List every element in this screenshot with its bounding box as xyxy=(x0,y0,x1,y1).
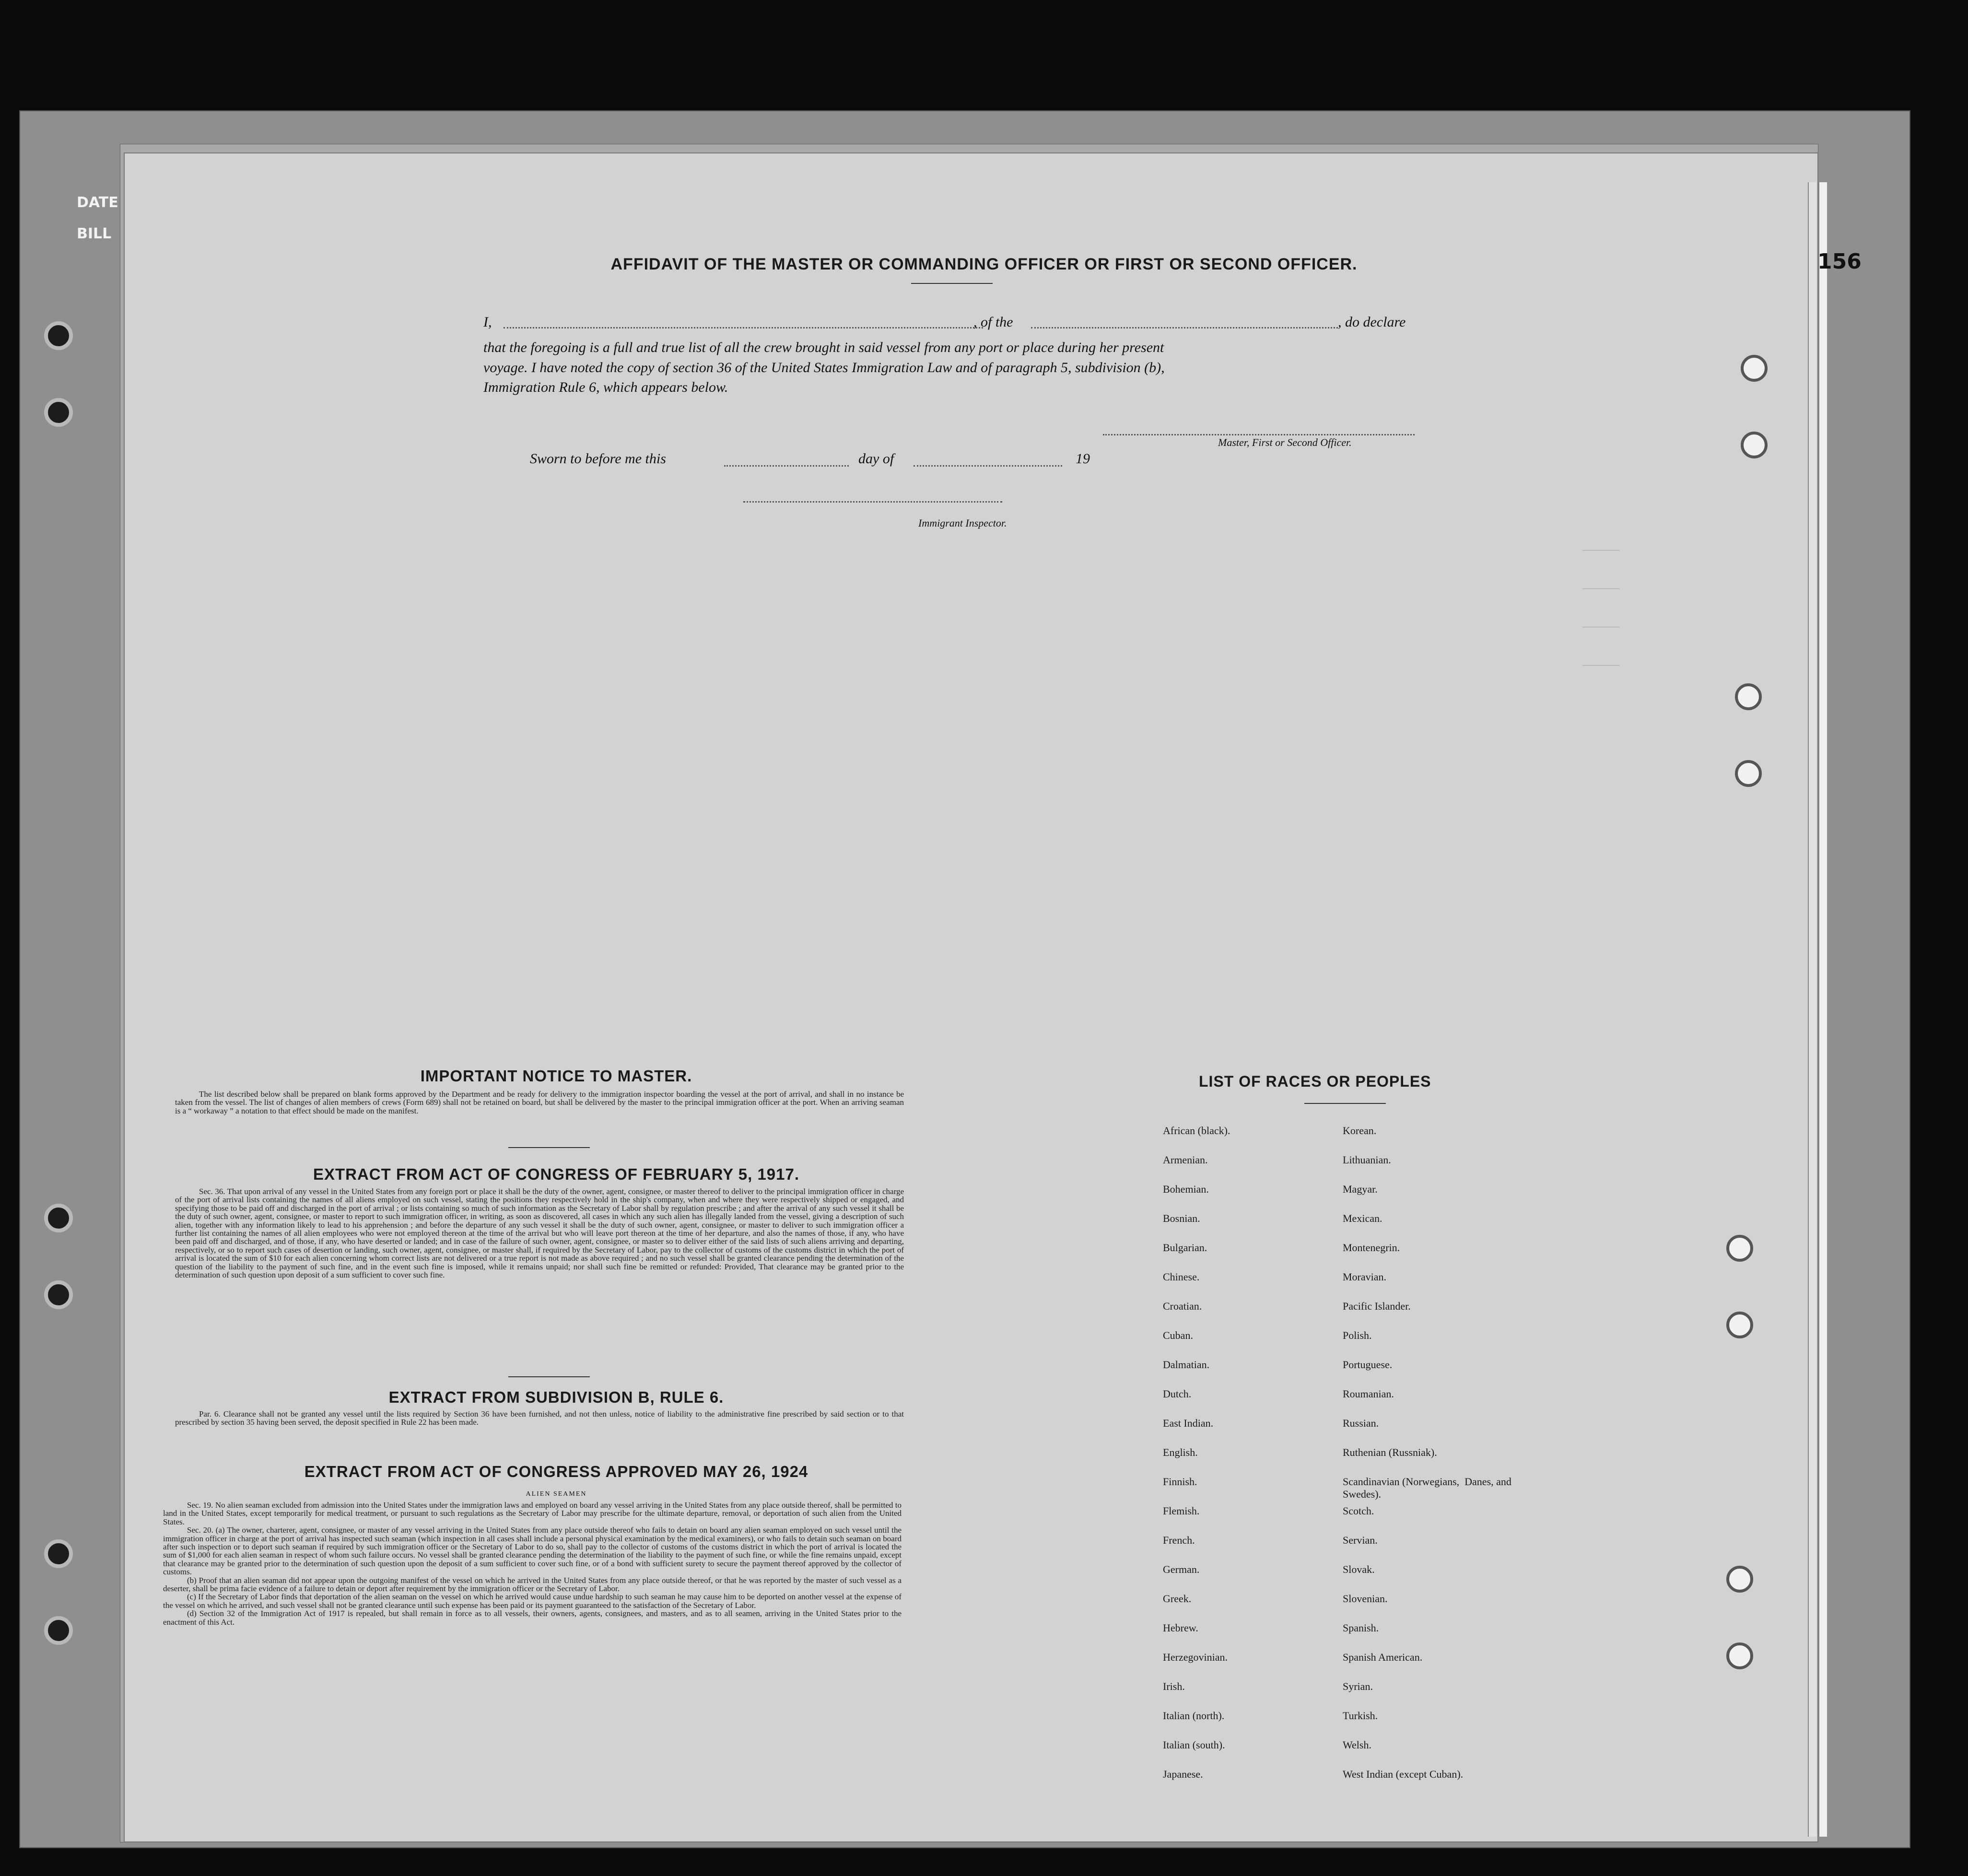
race-item: Italian (north). xyxy=(1163,1710,1225,1722)
month-blank[interactable] xyxy=(914,465,1062,467)
punch-hole xyxy=(1741,355,1768,382)
page-edge xyxy=(1818,182,1827,1837)
extract-1924-text xyxy=(163,1501,902,1626)
year-label: 19 xyxy=(1076,451,1090,467)
extract-1924-sec19: Sec. 19. No alien seaman excluded from admission into the United States under the immigration laws and employed on board any vessel arriving in the United States from any place outside thereof, shall be permitted to land in the United States, except temporarily for medical treatment, or pursuant to such regulations as the Secretary of Labor may prescribe for the ultimate departure, removal, or deportation of such alien from the United States. xyxy=(163,1501,902,1526)
race-item: Chinese. xyxy=(1163,1271,1200,1283)
races-title: LIST OF RACES OR PEOPLES xyxy=(1199,1073,1431,1090)
race-item: Dalmatian. xyxy=(1163,1359,1210,1371)
inspector-label: Immigrant Inspector. xyxy=(918,517,1007,529)
extract-1924-subtitle: ALIEN SEAMEN xyxy=(526,1490,587,1498)
sworn-label: Sworn to before me this xyxy=(530,451,666,467)
race-item: Korean. xyxy=(1343,1125,1377,1137)
race-item: Irish. xyxy=(1163,1680,1185,1692)
declaration-declare: , do declare xyxy=(1338,314,1406,330)
race-item: Welsh. xyxy=(1343,1739,1371,1751)
divider xyxy=(508,1376,590,1377)
race-item: Polish. xyxy=(1343,1329,1372,1341)
binder-hole xyxy=(44,1539,73,1568)
notice-paragraph: The list described below shall be prepared on blank forms approved by the Department and be ready for delivery to the immigration inspector boarding the vessel at the port of arrival, and shall in no instance be taken from the vessel. The list of changes of alien members of crews (Form 689) shall not be retained on board, but shall be delivered by the master to the principal immigration officer at the port. When an arriving seaman is a “ workaway ” a notation to that effect should be made on the manifest. xyxy=(175,1090,904,1115)
race-item: Roumanian. xyxy=(1343,1388,1394,1400)
race-item: Turkish. xyxy=(1343,1710,1378,1722)
extract-1917-text xyxy=(175,1187,904,1279)
race-item: Bulgarian. xyxy=(1163,1242,1207,1254)
race-item: Syrian. xyxy=(1343,1680,1373,1692)
declaration-line-4: Immigration Rule 6, which appears below. xyxy=(483,379,728,395)
race-item: Scandinavian (Norwegians, Danes, and Swedes). xyxy=(1343,1476,1511,1500)
race-item: Portuguese. xyxy=(1343,1359,1393,1371)
signature-blank[interactable] xyxy=(1103,434,1415,435)
edge-label-bill: BILL xyxy=(77,225,112,242)
day-of-label: day of xyxy=(858,451,894,467)
race-item: Ruthenian (Russniak). xyxy=(1343,1446,1437,1458)
punch-hole xyxy=(1726,1642,1753,1669)
race-item: Hebrew. xyxy=(1163,1622,1198,1634)
declaration-i: I, xyxy=(483,314,492,330)
show-through-text: ——— xyxy=(1582,542,1620,556)
notice-text xyxy=(175,1090,904,1115)
punch-hole xyxy=(1726,1235,1753,1262)
divider xyxy=(1304,1103,1386,1104)
declaration-line-2: that the foregoing is a full and true list of all the crew brought in said vessel from any port or place during her present xyxy=(483,340,1164,355)
race-item: Servian. xyxy=(1343,1534,1378,1546)
race-item: Herzegovinian. xyxy=(1163,1651,1228,1663)
race-item: Scotch. xyxy=(1343,1505,1374,1517)
race-item: Japanese. xyxy=(1163,1768,1203,1780)
race-item: French. xyxy=(1163,1534,1195,1546)
race-item: Greek. xyxy=(1163,1593,1192,1605)
binder-hole xyxy=(44,1616,73,1645)
race-item: Spanish American. xyxy=(1343,1651,1423,1663)
race-item: Slovak. xyxy=(1343,1563,1375,1575)
show-through-text: ——— xyxy=(1582,580,1620,595)
extract-1917-title: EXTRACT FROM ACT OF CONGRESS OF FEBRUARY 5, 1917. xyxy=(313,1165,800,1183)
inspector-blank[interactable] xyxy=(743,501,1002,503)
affidavit-title: AFFIDAVIT OF THE MASTER OR COMMANDING OFFICER OR FIRST OR SECOND OFFICER. xyxy=(610,255,1358,273)
race-item: Bohemian. xyxy=(1163,1183,1209,1195)
extract-rule6-text xyxy=(175,1410,904,1427)
binder-hole xyxy=(44,398,73,427)
binder-hole xyxy=(44,1204,73,1232)
binder-hole xyxy=(44,321,73,350)
declaration-line-3: voyage. I have noted the copy of section 36 of the United States Immigration Law and of paragraph 5, subdivision (b), xyxy=(483,360,1165,375)
show-through-text: ——— xyxy=(1582,619,1620,633)
race-item: Armenian. xyxy=(1163,1154,1208,1166)
extract-1924-sec20d: (d) Section 32 of the Immigration Act of 1917 is repealed, but shall remain in force as to all vessels, their owners, agents, consignees, and masters, and as to all seamen, arriving in the United States prior to the enactment of this Act. xyxy=(163,1609,902,1627)
extract-1917-paragraph: Sec. 36. That upon arrival of any vessel in the United States from any foreign port or place it shall be the duty of the owner, agent, consignee, or master thereof to deliver to the principal immigration officer in charge of the port of arrival lists containing the names of all aliens employed on such vessel, stating the positions they respectively hold in the ship's company, when and where they were respectively shipped or engaged, and specifying those to be paid off and discharged in the port of arrival ; or lists containing so much of such information as the Secretary of Labor shall by regulation prescribe ; and after the arrival of any such vessel it shall be the duty of such owner, agent, consignee, or master to report to such immigration officer, in writing, as soon as discovered, all cases in which any such alien has illegally landed from the vessel, giving a description of such alien, together with any information likely to lead to his apprehension ; and before the departure of any such vessel it shall be the duty of such owner, agent, consignee, or master to deliver to such immigration officer a further list containing the names of all alien employees who were not employed thereon at the time of the arrival but who will leave port thereon at the time of her departure, and also the names of those, if any, who have been paid off and discharged, and of those, if any, who have deserted or landed; and in case of the failure of such owner, agent, consignee, or master so to deliver either of the said lists of such aliens arriving and departing, respectively, or so to report such cases of desertion or landing, such owner, agent, consignee, or master shall, if required by the Secretary of Labor, pay to the collector of customs of the customs district in which the port of arrival is located the sum of $10 for each alien concerning whom correct lists are not delivered or a true report is not made as above required ; and no such vessel shall be granted clearance pending the determination of the question of the liability to the payment of such fine, and in the event such fine is imposed, while it remains unpaid; nor shall such fine be remitted or refunded: Provided, That clearance may be granted prior to the determination of such question upon deposit of a sum sufficient to cover such fine. xyxy=(175,1187,904,1280)
name-blank[interactable] xyxy=(504,327,983,328)
show-through-text: ——— xyxy=(1582,657,1620,671)
edge-label-date: DATE xyxy=(77,194,118,211)
race-item: Croatian. xyxy=(1163,1300,1202,1312)
race-item: Flemish. xyxy=(1163,1505,1200,1517)
race-item: Moravian. xyxy=(1343,1271,1387,1283)
race-item: Italian (south). xyxy=(1163,1739,1225,1751)
extract-rule6-title: EXTRACT FROM SUBDIVISION B, RULE 6. xyxy=(388,1388,724,1406)
race-item: Pacific Islander. xyxy=(1343,1300,1411,1312)
divider xyxy=(508,1147,590,1148)
punch-hole xyxy=(1726,1566,1753,1593)
race-item: West Indian (except Cuban). xyxy=(1343,1768,1464,1780)
race-item: Cuban. xyxy=(1163,1329,1193,1341)
page-edge xyxy=(1808,182,1816,1837)
race-item: Magyar. xyxy=(1343,1183,1378,1195)
notice-title: IMPORTANT NOTICE TO MASTER. xyxy=(420,1067,692,1085)
page-number: 156 xyxy=(1817,249,1862,274)
race-item: Montenegrin. xyxy=(1343,1242,1400,1254)
race-item: East Indian. xyxy=(1163,1417,1214,1429)
punch-hole xyxy=(1735,760,1762,787)
extract-1924-sec20b: (b) Proof that an alien seaman did not appear upon the outgoing manifest of the vessel on which he arrived in the United States from any place outside thereof, or that he was reported by the master of such vessel as a deserter, shall be prima facie evidence of a failure to detain or deport after requirement by the immigration officer or the Secretary of Labor. xyxy=(163,1575,902,1594)
race-item: Lithuanian. xyxy=(1343,1154,1391,1166)
race-item: Spanish. xyxy=(1343,1622,1379,1634)
race-item: Finnish. xyxy=(1163,1476,1197,1488)
declaration-of-the: , of the xyxy=(973,314,1013,330)
binder-hole xyxy=(44,1280,73,1309)
race-item: Dutch. xyxy=(1163,1388,1192,1400)
extract-1924-sec20c: (c) If the Secretary of Labor finds that deportation of the alien seaman on the vessel on which he arrived would cause undue hardship to such seaman he may cause him to be deported on another vessel at the expense of the vessel on which he arrived, and such vessel shall not be granted clearance until such expense has been paid or its payment guaranteed to the satisfaction of the Secretary of Labor. xyxy=(163,1592,902,1610)
race-item: German. xyxy=(1163,1563,1200,1575)
day-blank[interactable] xyxy=(724,465,849,467)
punch-hole xyxy=(1726,1312,1753,1338)
declaration-line-1 xyxy=(483,313,492,332)
race-item: English. xyxy=(1163,1446,1198,1458)
vessel-blank[interactable] xyxy=(1031,327,1338,328)
extract-1924-title: EXTRACT FROM ACT OF CONGRESS APPROVED MAY 26, 1924 xyxy=(304,1463,808,1480)
race-item: Russian. xyxy=(1343,1417,1379,1429)
race-item: Slovenian. xyxy=(1343,1593,1388,1605)
master-label: Master, First or Second Officer. xyxy=(1218,436,1352,448)
punch-hole xyxy=(1741,432,1768,458)
divider xyxy=(911,283,993,284)
punch-hole xyxy=(1735,683,1762,710)
extract-1924-sec20a: Sec. 20. (a) The owner, charterer, agent, consignee, or master of any vessel arriving in the United States from any place outside thereof who fails to detain on board any alien seaman employed on such vessel until the immigration officer in charge at the port of arrival has inspected such seaman (which inspection in all cases shall include a personal physical examination by the medical examiners), or who fails to detain such seaman on board after such inspection or to deport such seaman if required by such immigration officer or the Secretary of Labor to do so, shall pay to the collector of customs of the customs district in which the port of arrival is located the sum of $1,000 for each alien seaman in respect of whom such failure occurs. No vessel shall be granted clearance pending the determination of the liability to the payment of such fine, or while the fine remains unpaid, except that clearance may be granted prior to the determination of such question upon the deposit of a sum sufficient to cover such fine, or of a bond with sufficient surety to secure the payment thereof approved by the collector of customs. xyxy=(163,1525,902,1577)
race-item: Bosnian. xyxy=(1163,1212,1200,1224)
race-item: African (black). xyxy=(1163,1125,1230,1137)
race-item: Mexican. xyxy=(1343,1212,1382,1224)
extract-rule6-paragraph: Par. 6. Clearance shall not be granted any vessel until the lists required by Section 36 have been furnished, and not then unless, notice of liability to the administrative fine prescribed by said section or to that prescribed by section 35 having been served, the deposit specified in Rule 22 has been made. xyxy=(175,1409,904,1427)
